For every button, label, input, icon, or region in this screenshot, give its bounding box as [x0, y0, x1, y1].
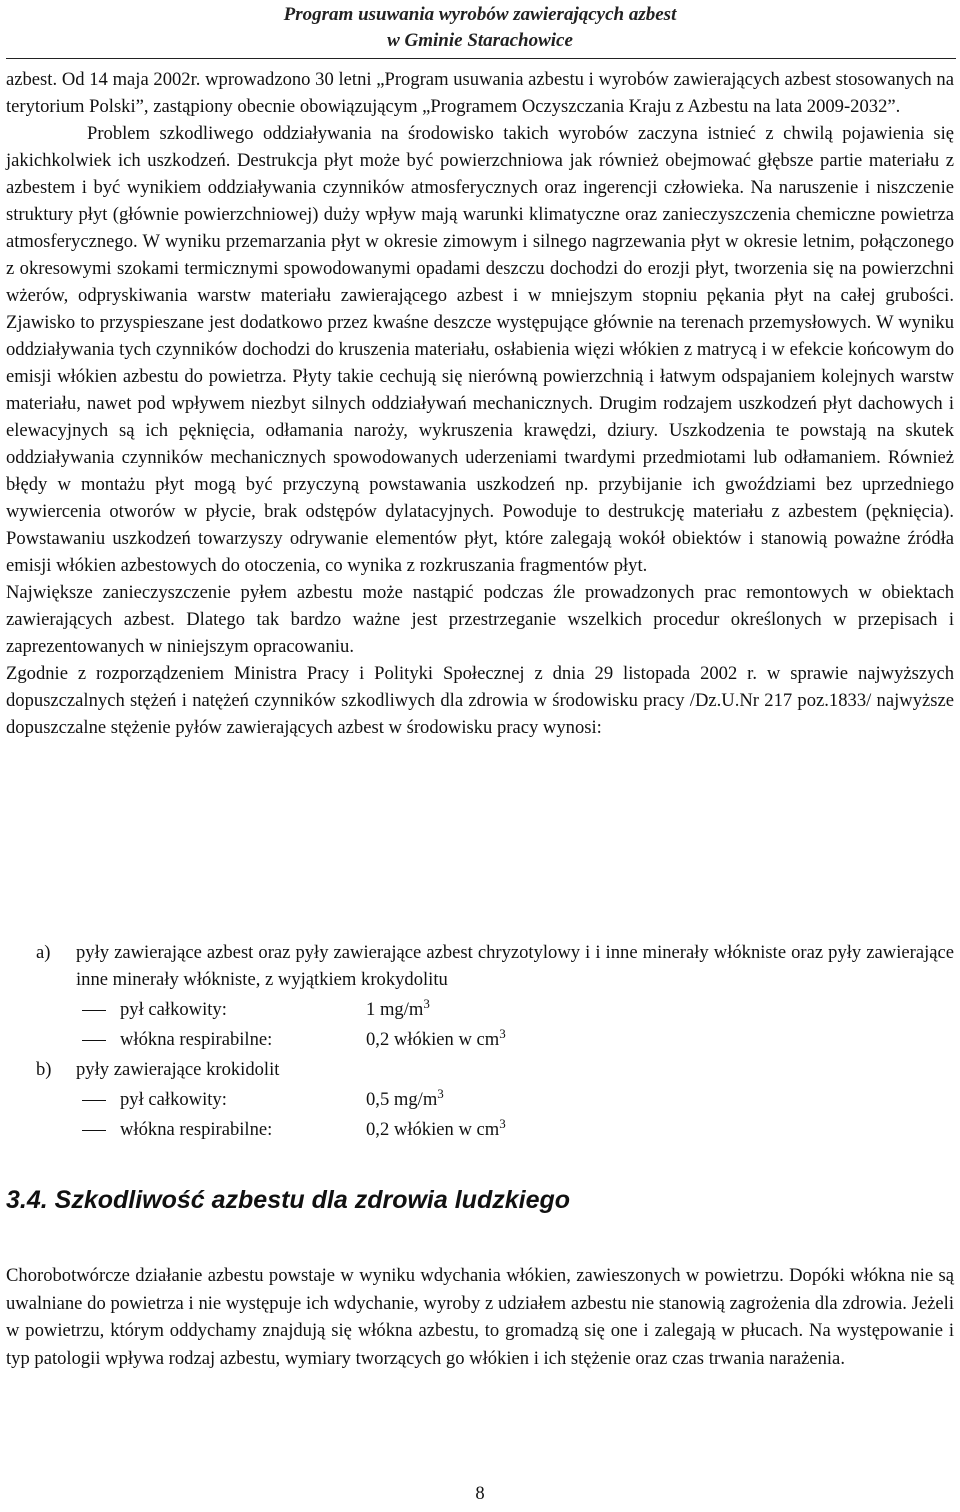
paragraph-1: azbest. Od 14 maja 2002r. wprowadzono 30 letni „Program usuwania azbestu i wyrobów zawierających azbest stosowanych na terytorium Polski”, zastąpiony obecnie obowiązującym „Programem Oczyszczania Kraju z Azbestu na lata 2009-2032”.: [6, 69, 954, 117]
list-item-b: [6, 1056, 954, 1083]
dash-bullet: [82, 1010, 106, 1011]
dash-bullet: [82, 1130, 106, 1131]
limit-value: 1 $mg/m^3$: [366, 996, 430, 1020]
header-title: Program usuwania wyrobów zawierających azbest: [283, 4, 677, 25]
dash-bullet: [82, 1040, 106, 1041]
limit-label: pył całkowity:: [120, 999, 227, 1020]
limit-value: 0,2 włókien w $cm^3$: [366, 1116, 506, 1140]
limit-label: włókna respirabilne:: [120, 1029, 273, 1050]
dash-bullet: [82, 1100, 106, 1101]
limit-label: włókna respirabilne:: [120, 1119, 273, 1140]
limit-label: pył całkowity:: [120, 1089, 227, 1110]
list-marker-a: a): [36, 942, 51, 963]
paragraph-3: Największe zanieczyszczenie pyłem azbestu może nastąpić podczas źle prowadzonych prac remontowych w obiektach zawierających azbest. Dlatego tak bardzo ważne jest przestrzeganie wszelkich procedur określonych w przepisach i zaprezentowanych w niniejszym opracowaniu.: [6, 582, 954, 657]
list-item-a-text: pyły zawierające azbest oraz pyły zawierające azbest chryzotylowy i i inne minerały włókniste oraz pyły zawierające inne minerały włókniste, z wyjątkiem krokydolitu: [76, 942, 954, 990]
limit-row: [6, 1116, 954, 1146]
header-subtitle: w Gminie Starachowice: [387, 30, 573, 51]
page-number: 8: [475, 1483, 485, 1504]
list-item-a: [6, 939, 954, 993]
limit-row: [6, 1026, 954, 1056]
limit-row: [6, 1086, 954, 1116]
page-header: [0, 2, 960, 54]
section-heading: 3.4. Szkodliwość azbestu dla zdrowia ludzkiego: [6, 1186, 571, 1214]
list-item-b-text: pyły zawierające krokidolit: [76, 1059, 280, 1080]
paragraph-2: Problem szkodliwego oddziaływania na środowisko takich wyrobów zaczyna istnieć z chwilą pojawienia się jakichkolwiek ich uszkodzeń. Destrukcja płyt może być powierzchniowa jak również obejmować głębsze partie materiału z azbestem i być wynikiem oddziaływania czynników atmosferycznych oraz ingerencji człowieka. Na naruszenie i niszczenie struktury płyt (głównie powierzchniowej) duży wpływ mają warunki klimatyczne oraz zanieczyszczenia chemiczne powietrza atmosferycznego. W wyniku przemarzania płyt w okresie zimowym i silnego nagrzewania płyt w okresie letnim, połączonego z okresowymi szokami termicznymi spowodowanymi opadami deszczu dochodzi do erozji płyt, tworzenia się na powierzchni wżerów, odpryskiwania warstw materiału zawierającego azbest i w mniejszym stopniu pękania płyt na całej grubości. Zjawisko to przyspieszane jest dodatkowo przez kwaśne deszcze występujące głównie na terenach przemysłowych. W wyniku oddziaływania tych czynników dochodzi do kruszenia materiału, osłabienia więzi włókien z matrycą i w efekcie końcowym do emisji włókien azbestu do powietrza. Płyty takie cechują się nierówną powierzchnią i łatwym odspajaniem kolejnych warstw materiału, nawet pod wpływem niezbyt silnych oddziaływań mechanicznych. Drugim rodzajem uszkodzeń płyt dachowych i elewacyjnych są ich pęknięcia, odłamania naroży, wykruszenia krawędzi, dziury. Uszkodzenia te powstają na skutek oddziaływania czynników mechanicznych spowodowanych uderzeniami twardymi przedmiotami lub odłamaniem. Również błędy w montażu płyt mogą być przyczyną powstawania uszkodzeń np. przybijanie ich gwoździami bez uprzedniego wywiercenia otworów w płycie, brak odstępów dylatacyjnych. Powoduje to destrukcję materiału z azbestem (pęknięcia). Powstawaniu uszkodzeń towarzyszy odrywanie elementów płyt, które zalegają wokół obiektów i stanowią poważne źródła emisji włókien azbestowych do otoczenia, co wynika z rozkruszania fragmentów płyt.: [6, 123, 954, 576]
limit-value: 0,2 włókien w $cm^3$: [366, 1026, 506, 1050]
paragraph-4: Zgodnie z rozporządzeniem Ministra Pracy i Polityki Społecznej z dnia 29 listopada 2002 r. w sprawie najwyższych dopuszczalnych stężeń i natężeń czynników szkodliwych dla zdrowia w środowisku pracy /Dz.U.Nr 217 poz.1833/ najwyższe dopuszczalne stężenie pyłów zawierających azbest w środowisku pracy wynosi:: [6, 663, 954, 738]
header-divider: [6, 58, 956, 59]
limit-row: [6, 996, 954, 1026]
limits-list: [6, 939, 954, 1146]
limit-value: 0,5 $mg/m^3$: [366, 1086, 444, 1110]
list-marker-b: b): [36, 1059, 52, 1080]
body-text: [6, 66, 954, 741]
section-paragraph: Chorobotwórcze działanie azbestu powstaje w wyniku wdychania włókien, zawieszonych w powietrzu. Dopóki włókna nie są uwalniane do powietrza i nie występuje ich wdychanie, wyroby z udziałem azbestu nie stanowią zagrożenia dla zdrowia. Jeżeli w powietrzu, którym oddychamy znajdują się włókna azbestu, to gromadzą się one i zalegają w płucach. Na występowanie i typ patologii wpływa rodzaj azbestu, wymiary tworzących go włókien i ich stężenie oraz czas trwania narażenia.: [6, 1265, 954, 1369]
